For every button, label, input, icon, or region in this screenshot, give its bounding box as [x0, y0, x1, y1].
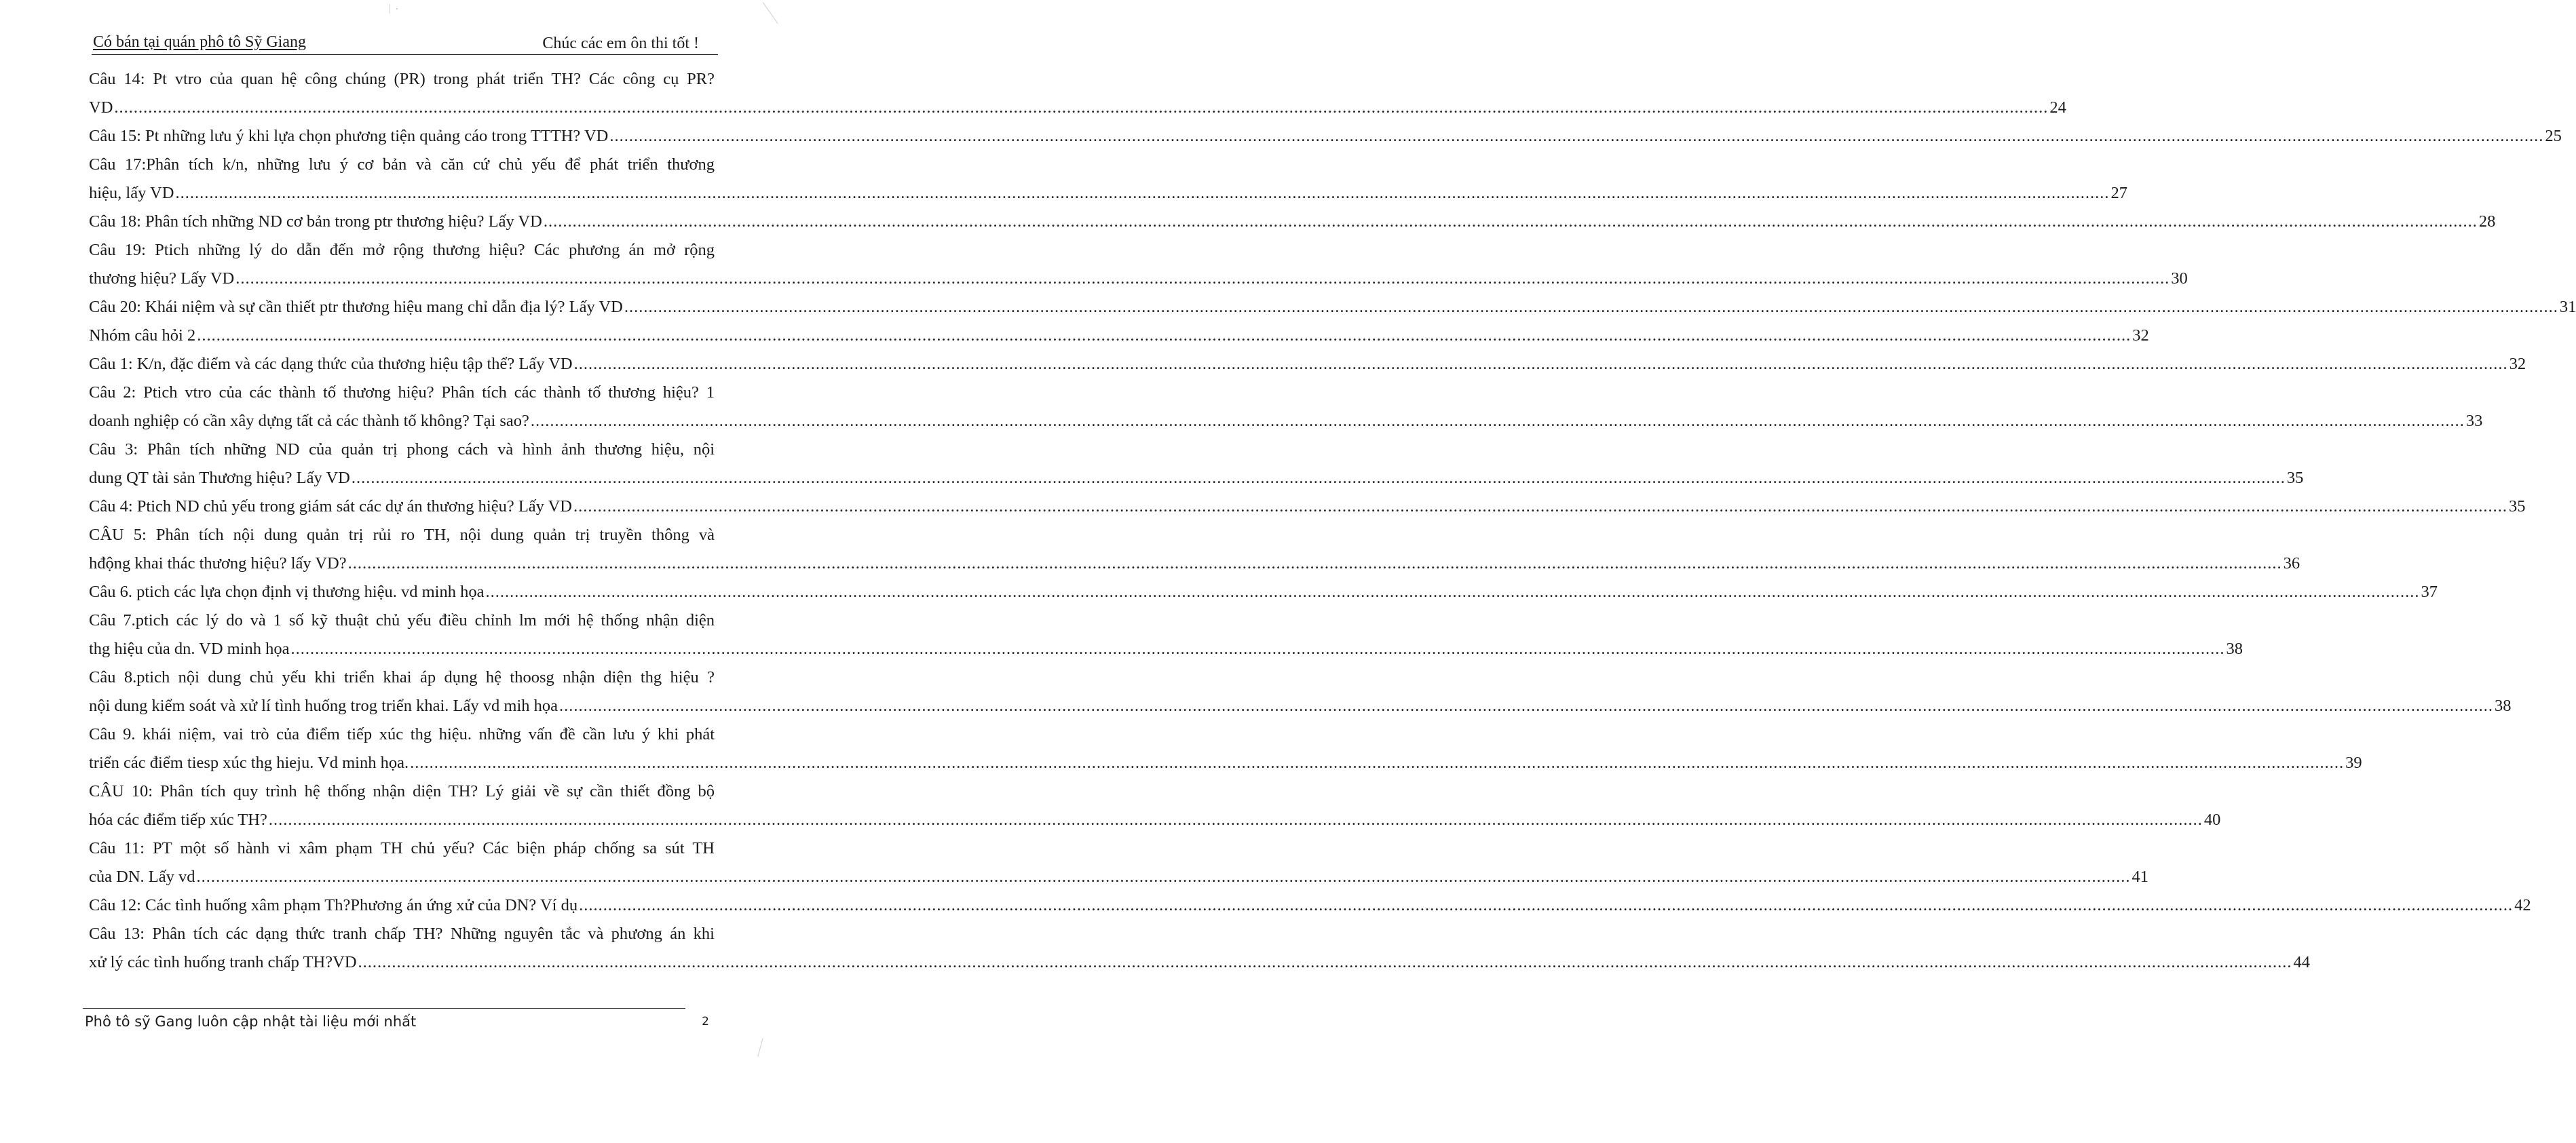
toc-entry-title: Câu 6. ptich các lựa chọn định vị thương hiệu. vd minh họa [89, 583, 485, 601]
toc-entry-line: Câu 13: Phân tích các dạng thức tranh chấp TH? Những nguyên tắc và phương án khi [89, 925, 715, 943]
toc-page-number: 38 [2226, 640, 2243, 658]
toc-dot-leader: ................................................................................................................................................................................................................................................................................................................................................................................................................ [609, 127, 2544, 145]
toc-page-number: 31 [2559, 298, 2576, 316]
toc-dot-leader: ................................................................................................................................................................................................................................................................................................................................................................................................................ [573, 355, 2508, 373]
toc-dot-leader: ................................................................................................................................................................................................................................................................................................................................................................................................................ [175, 184, 2110, 202]
header-wish: Chúc các em ôn thi tốt ! [542, 35, 699, 52]
toc-dot-leader: ................................................................................................................................................................................................................................................................................................................................................................................................................ [410, 754, 2345, 772]
toc-page-number: 36 [2283, 554, 2300, 573]
footer-note: Phô tô sỹ Gang luôn cập nhật tài liệu mới nhất [85, 1013, 417, 1030]
toc-entry-line [89, 749, 2362, 777]
toc-entry-line: CÂU 10: Phân tích quy trình hệ thống nhận diện TH? Lý giải về sự cần thiết đồng bộ [89, 782, 715, 800]
toc-dot-leader: ................................................................................................................................................................................................................................................................................................................................................................................................................ [268, 811, 2203, 829]
toc-entry-line: Câu 19: Ptich những lý do dẫn đến mở rộng thương hiệu? Các phương án mở rộng [89, 241, 715, 259]
toc-entry-title: dung QT tài sản Thương hiệu? Lấy VD [89, 469, 350, 487]
toc-page-number: 35 [2508, 497, 2526, 516]
toc-entry-title: của DN. Lấy vd [89, 868, 195, 886]
toc-page-number: 32 [2509, 355, 2526, 373]
toc-entry-line: Câu 2: Ptich vtro của các thành tố thương hiệu? Phân tích các thành tố thương hiệu? 1 [89, 383, 715, 402]
toc-entry-title: Câu 20: Khái niệm và sự cần thiết ptr thương hiệu mang chỉ dẫn địa lý? Lấy VD [89, 298, 623, 316]
toc-entry-line [89, 464, 2304, 492]
toc-entry-line: Câu 8.ptich nội dung chủ yếu khi triển khai áp dụng hệ thoosg nhận diện thg hiệu ? [89, 668, 715, 686]
toc-dot-leader: ................................................................................................................................................................................................................................................................................................................................................................................................................ [579, 896, 2514, 914]
toc-page-number: 39 [2345, 754, 2362, 772]
toc-page-number: 35 [2286, 469, 2304, 487]
page-header [92, 30, 718, 55]
toc-entry-line: Câu 7.ptich các lý do và 1 số kỹ thuật chủ yếu điều chỉnh lm mới hệ thống nhận diện [89, 611, 715, 629]
toc-entry-line [89, 891, 2531, 920]
toc-entry-line [89, 293, 2576, 322]
toc-page-number: 25 [2545, 127, 2562, 145]
toc-dot-leader: ................................................................................................................................................................................................................................................................................................................................................................................................................ [485, 583, 2420, 601]
toc-entry-line [89, 692, 2512, 720]
toc-entry-line: CÂU 5: Phân tích nội dung quản trị rủi ro TH, nội dung quản trị truyền thông và [89, 526, 715, 544]
toc-entry-line [89, 179, 2127, 208]
toc-entry-line: Câu 14: Pt vtro của quan hệ công chúng (PR) trong phát triển TH? Các công cụ PR? [89, 70, 715, 88]
toc-page-number: 33 [2465, 412, 2483, 430]
toc-entry-line [89, 265, 2188, 293]
toc-entry-title: hđộng khai thác thương hiệu? lấy VD? [89, 554, 347, 573]
toc-page-number: 37 [2421, 583, 2438, 601]
toc-dot-leader: ................................................................................................................................................................................................................................................................................................................................................................................................................ [290, 640, 2225, 658]
toc-dot-leader: ................................................................................................................................................................................................................................................................................................................................................................................................................ [543, 212, 2478, 231]
toc-entry-line [89, 549, 2300, 578]
toc-page-number: 27 [2110, 184, 2127, 202]
toc-dot-leader: ................................................................................................................................................................................................................................................................................................................................................................................................................ [196, 868, 2131, 886]
toc-dot-leader: ................................................................................................................................................................................................................................................................................................................................................................................................................ [347, 554, 2282, 573]
toc-entry-line [89, 806, 2221, 834]
toc-entry-line [89, 94, 2066, 122]
toc-entry-line [89, 407, 2483, 435]
toc-page-number: 30 [2171, 269, 2188, 288]
toc-dot-leader: ................................................................................................................................................................................................................................................................................................................................................................................................................ [530, 412, 2465, 430]
toc-entry-title: xử lý các tình huống tranh chấp TH?VD [89, 953, 357, 971]
scan-artifact [763, 2, 778, 24]
toc-entry-line [89, 350, 2526, 379]
toc-entry-line [89, 635, 2243, 663]
toc-page-number: 38 [2495, 697, 2512, 715]
toc-dot-leader: ................................................................................................................................................................................................................................................................................................................................................................................................................ [573, 497, 2507, 516]
toc-dot-leader: ................................................................................................................................................................................................................................................................................................................................................................................................................ [351, 469, 2286, 487]
page-number: 2 [702, 1015, 709, 1028]
toc-entry-title: thương hiệu? Lấy VD [89, 269, 235, 288]
toc-page-number: 32 [2132, 326, 2149, 345]
toc-dot-leader: ................................................................................................................................................................................................................................................................................................................................................................................................................ [624, 298, 2558, 316]
table-of-contents [89, 65, 2576, 977]
toc-page-number: 40 [2203, 811, 2221, 829]
toc-entry-line [89, 322, 2149, 350]
toc-entry-title: Câu 15: Pt những lưu ý khi lựa chọn phương tiện quảng cáo trong TTTH? VD [89, 127, 609, 145]
scan-artifact [396, 8, 398, 9]
toc-page-number: 42 [2514, 896, 2531, 914]
toc-page-number: 44 [2293, 953, 2311, 971]
toc-entry-title: Câu 1: K/n, đặc điểm và các dạng thức của thương hiệu tập thể? Lấy VD [89, 355, 573, 373]
toc-entry-title: nội dung kiểm soát và xử lí tình huống trog triển khai. Lấy vd mih họa [89, 697, 558, 715]
toc-page-number: 24 [2049, 98, 2066, 117]
toc-entry-line [89, 492, 2526, 521]
toc-entry-line [89, 578, 2438, 606]
toc-entry-line: Câu 17:Phân tích k/n, những lưu ý cơ bản và căn cứ chủ yếu để phát triển thương [89, 155, 715, 174]
toc-entry-title: hiệu, lấy VD [89, 184, 174, 202]
toc-entry-line [89, 122, 2562, 151]
toc-entry-title: Câu 4: Ptich ND chủ yếu trong giám sát các dự án thương hiệu? Lấy VD [89, 497, 572, 516]
toc-entry-line [89, 863, 2148, 891]
toc-entry-title: doanh nghiệp có cần xây dựng tất cả các thành tố không? Tại sao? [89, 412, 529, 430]
toc-entry-line: Câu 11: PT một số hành vi xâm phạm TH chủ yếu? Các biện pháp chống sa sút TH [89, 839, 715, 857]
toc-entry-title: hóa các điểm tiếp xúc TH? [89, 811, 267, 829]
toc-entry-line: Câu 3: Phân tích những ND của quản trị phong cách và hình ảnh thương hiệu, nội [89, 440, 715, 459]
toc-entry-line [89, 208, 2496, 236]
toc-dot-leader: ................................................................................................................................................................................................................................................................................................................................................................................................................ [358, 953, 2292, 971]
toc-dot-leader: ................................................................................................................................................................................................................................................................................................................................................................................................................ [559, 697, 2494, 715]
header-shop-note: Có bán tại quán phô tô Sỹ Giang [93, 33, 306, 51]
toc-dot-leader: ................................................................................................................................................................................................................................................................................................................................................................................................................ [197, 326, 2132, 345]
toc-page-number: 41 [2132, 868, 2148, 886]
toc-entry-title: Câu 18: Phân tích những ND cơ bản trong ptr thương hiệu? Lấy VD [89, 212, 542, 231]
toc-entry-title: VD [89, 98, 113, 117]
toc-dot-leader: ................................................................................................................................................................................................................................................................................................................................................................................................................ [114, 98, 2049, 117]
toc-entry-line [89, 948, 2311, 977]
toc-entry-line: Câu 9. khái niệm, vai trò của điểm tiếp xúc thg hiệu. những vấn đề cần lưu ý khi phát [89, 725, 715, 743]
toc-entry-title: Câu 12: Các tình huống xâm phạm Th?Phương án ứng xử của DN? Ví dụ [89, 896, 578, 914]
toc-page-number: 28 [2478, 212, 2496, 231]
toc-entry-title: triển các điểm tiesp xúc thg hieju. Vd minh họa. [89, 754, 409, 772]
toc-entry-title: Nhóm câu hỏi 2 [89, 326, 196, 345]
toc-dot-leader: ................................................................................................................................................................................................................................................................................................................................................................................................................ [235, 269, 2170, 288]
scan-artifact [757, 1038, 763, 1056]
toc-entry-title: thg hiệu của dn. VD minh họa [89, 640, 290, 658]
footer-divider [83, 1008, 685, 1009]
